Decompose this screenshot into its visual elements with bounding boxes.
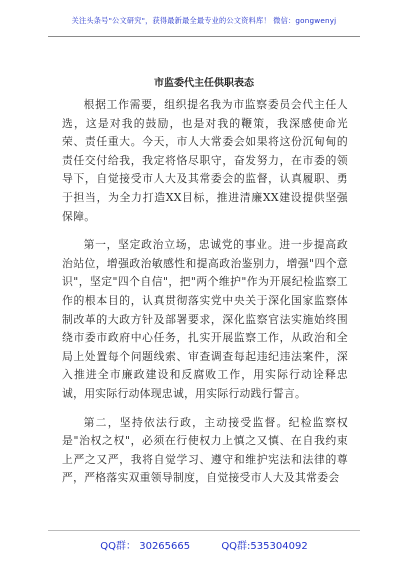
header-note: 关注头条号"公文研究"，获得最新最全最专业的公文资料库！ 微信：gongwenyj [71,16,337,25]
document-body [62,96,348,498]
footer-divider [48,530,360,531]
footer-qq-group-2: QQ群:535304092 [221,541,308,552]
header-divider [48,36,360,37]
document-title: 市监委代主任供职表态 [154,78,254,89]
paragraph-second: 第二，坚持依法行政，主动接受监督。纪检监察权是"治权之权"，必须在行使权力上慎之又慎、在自我约束上严之又严，我将自觉学习、遵守和维护宪法和法律的尊严，严格落实双重领导制度，自觉接受市人大及其常委会 [62,415,348,485]
paragraph-intro: 根据工作需要，组织提名我为市监察委员会代主任人选，这是对我的鼓励，也是对我的鞭策，我深感使命光荣、责任重大。今天，市人大常委会如果将这份沉甸甸的责任交付给我，我定将恪尽职守，奋发努力，在市委的领导下，自觉接受市人大及其常委会的监督，认真履职、勇于担当，为全力打造XX目标，推进清廉XX建设提供坚强保障。 [62,98,348,223]
footer [0,537,408,552]
footer-qq-group-1: QQ群： 30265665 [100,541,191,552]
paragraph-first: 第一，坚定政治立场，忠诚党的事业。进一步提高政治站位，增强政治敏感性和提高政治鉴别力，增强"四个意识"，坚定"四个自信"，把"两个维护"作为开展纪检监察工作的根本目的，认真贯彻落实党中央关于深化国家监察体制改革的大政方针及部署要求，深化监察官法实施始终围绕市委市政府中心任务，扎实开展监察工作，从政治和全局上处置每个问题线索、审查调查每起违纪违法案件，深入推进全市廉政建设和反腐败工作，用实际行动诠释忠诚，用实际行动体现忠诚，用实际行动践行誓言。 [62,238,348,400]
